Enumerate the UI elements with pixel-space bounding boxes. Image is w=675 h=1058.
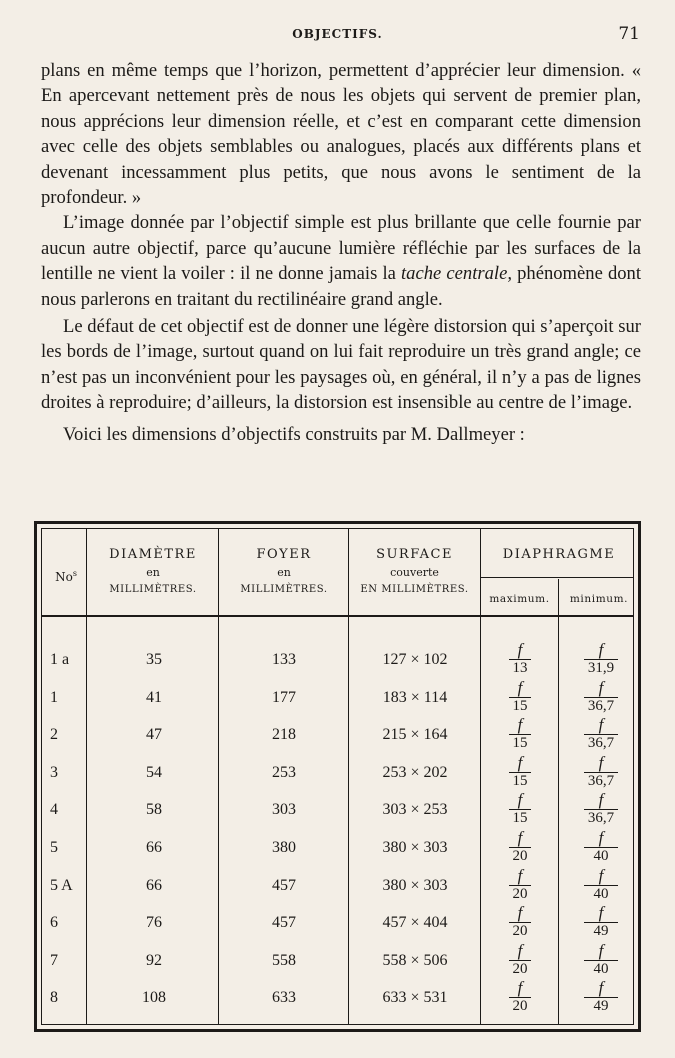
header-maximum: maximum. xyxy=(489,593,550,605)
table-inner-border xyxy=(41,528,634,1025)
cell-diaphragme-min xyxy=(566,679,636,715)
table-row xyxy=(42,829,633,867)
fraction-numerator: f xyxy=(517,903,523,923)
fraction-numerator: f xyxy=(598,715,604,735)
fraction-denominator: 40 xyxy=(593,848,609,864)
body-text xyxy=(41,58,641,449)
fraction-denominator: 49 xyxy=(593,998,609,1015)
fraction-denominator: 20 xyxy=(512,960,528,977)
cell-diaphragme-min xyxy=(566,904,636,940)
cell-diaphragme-min xyxy=(566,829,636,865)
fraction-denominator: 40 xyxy=(593,960,609,977)
cell-number: 8 xyxy=(50,989,58,1007)
fraction-numerator: f xyxy=(517,677,523,697)
cell-foyer: 303 xyxy=(272,801,296,819)
cell-surface: 215 × 164 xyxy=(382,726,448,744)
header-diaphragme: DIAPHRAGME xyxy=(502,547,616,562)
cell-number: 4 xyxy=(50,801,58,819)
fraction-numerator: f xyxy=(598,978,604,998)
cell-diaphragme-min xyxy=(566,754,636,790)
fraction-numerator: f xyxy=(517,715,523,735)
cell-diaphragme-max xyxy=(485,679,555,715)
fraction-denominator: 49 xyxy=(593,923,609,940)
fraction-denominator: 15 xyxy=(512,735,528,752)
cell-diametre: 92 xyxy=(146,951,162,969)
table-row xyxy=(42,641,633,679)
cell-foyer: 218 xyxy=(272,726,296,744)
cell-diaphragme-max xyxy=(485,716,555,752)
cell-diaphragme-min xyxy=(566,942,636,978)
header-minimum: minimum. xyxy=(569,593,629,605)
fraction-denominator: 15 xyxy=(512,697,528,714)
cell-diaphragme-max xyxy=(485,754,555,790)
cell-number: 2 xyxy=(50,726,58,744)
cell-diametre: 58 xyxy=(146,801,162,819)
cell-diaphragme-max xyxy=(485,829,555,865)
cell-diaphragme-min xyxy=(566,979,636,1015)
fraction-denominator: 36,7 xyxy=(587,772,615,789)
fraction-denominator: 36,7 xyxy=(587,735,615,752)
fraction-denominator: 15 xyxy=(512,772,528,789)
cell-number: 3 xyxy=(50,763,58,781)
cell-diametre: 47 xyxy=(146,726,162,744)
header-surface: SURFACE couverte EN MILLIMÈTRES. xyxy=(360,547,469,595)
fraction-numerator: f xyxy=(598,903,604,923)
paragraph-text: phénomène dont nous parlerons en traitant du rectilinéaire grand angle. xyxy=(41,263,642,310)
cell-surface: 303 × 253 xyxy=(382,801,448,819)
fraction-denominator: 36,7 xyxy=(587,810,615,827)
cell-diaphragme-max xyxy=(485,641,555,677)
fraction-numerator: f xyxy=(517,940,523,960)
cell-number: 5 A xyxy=(50,876,73,894)
paragraph-continuation: plans en même temps que l’horizon, permettent d’apprécier leur dimension. « En apercevant nettement près de nous les objets qui servent de premier plan, nous apprécions leur dimension réelle, et c’est en comparant cette dimension avec celle des objets semblables ou analogues, placés aux différents plans et devenant incessamment plus petits, que nous avons le sentiment de la profondeur. » xyxy=(41,60,641,209)
cell-surface: 380 × 303 xyxy=(382,839,448,856)
header-rule xyxy=(480,577,633,578)
cell-diametre: 54 xyxy=(146,763,162,781)
fraction-numerator: f xyxy=(517,828,523,847)
dimensions-table xyxy=(34,521,641,1032)
cell-foyer: 457 xyxy=(272,914,296,932)
table-row xyxy=(42,867,633,905)
table-row xyxy=(42,716,633,754)
table-row xyxy=(42,904,633,942)
header-diametre: DIAMÈTRE en MILLIMÈTRES. xyxy=(109,547,197,595)
header-no: No$^s$ xyxy=(55,569,77,584)
paragraph-distorsion: Le défaut de cet objectif est de donner une légère distorsion qui s’aperçoit sur les bords de l’image, surtout quand on lui fait reproduire un très grand angle; ce n’est pas un inconvénient pour les paysages où, en général, il n’y a pas de lignes droites à reproduire; d’ailleurs, la distorsion est insensible au centre de l’image. xyxy=(41,316,641,414)
fraction-denominator: 20 xyxy=(512,885,528,902)
cell-diaphragme-min xyxy=(566,791,636,827)
cell-number: 1 a xyxy=(50,651,70,668)
cell-foyer: 457 xyxy=(272,876,296,894)
fraction-numerator: f xyxy=(598,640,604,659)
cell-diaphragme-max xyxy=(485,867,555,903)
table-row xyxy=(42,791,633,829)
cell-diaphragme-min xyxy=(566,641,636,677)
cell-foyer: 633 xyxy=(272,989,296,1007)
fraction-numerator: f xyxy=(517,865,523,885)
cell-surface: 380 × 303 xyxy=(382,876,448,894)
cell-diaphragme-max xyxy=(485,942,555,978)
cell-foyer: 380 xyxy=(272,839,296,856)
fraction-denominator: 13 xyxy=(512,660,528,676)
italic-term: tache centrale, xyxy=(401,263,512,285)
fraction-denominator: 20 xyxy=(512,998,528,1015)
cell-diametre: 66 xyxy=(146,876,162,894)
paragraph-image-brillante xyxy=(41,210,641,312)
cell-number: 6 xyxy=(50,914,58,932)
fraction-denominator: 40 xyxy=(593,885,609,902)
cell-diaphragme-min xyxy=(566,867,636,903)
paragraph-text: L’image donnée par l’objectif simple est plus brillante que celle fournie par aucun autre objectif, parce qu’aucune lumière réfléchie par les surfaces de la lentille ne vient la voiler : il ne donne jamais la xyxy=(41,212,641,285)
cell-surface: 253 × 202 xyxy=(382,763,448,781)
table-row xyxy=(42,679,633,717)
table-row xyxy=(42,754,633,792)
cell-diaphragme-max xyxy=(485,791,555,827)
cell-surface: 633 × 531 xyxy=(382,989,448,1007)
page-number: 71 xyxy=(618,24,640,44)
cell-foyer: 558 xyxy=(272,951,296,969)
cell-diaphragme-min xyxy=(566,716,636,752)
cell-diametre: 76 xyxy=(146,914,162,932)
cell-diametre: 66 xyxy=(146,839,162,856)
table-intro: Voici les dimensions d’objectifs construits par M. Dallmeyer : xyxy=(63,423,525,445)
fraction-numerator: f xyxy=(598,828,604,847)
fraction-numerator: f xyxy=(517,640,523,659)
cell-diaphragme-max xyxy=(485,904,555,940)
cell-surface: 183 × 114 xyxy=(382,688,448,706)
fraction-numerator: f xyxy=(598,677,604,697)
fraction-numerator: f xyxy=(598,865,604,885)
fraction-denominator: 36,7 xyxy=(587,697,615,714)
fraction-denominator: 20 xyxy=(512,923,528,940)
fraction-numerator: f xyxy=(517,790,523,810)
fraction-denominator: 31,9 xyxy=(587,660,615,676)
cell-diaphragme-max xyxy=(485,979,555,1015)
running-title: OBJECTIFS. xyxy=(292,27,383,41)
fraction-denominator: 15 xyxy=(512,810,528,827)
header-foyer: FOYER en MILLIMÈTRES. xyxy=(240,547,328,595)
cell-foyer: 177 xyxy=(272,688,296,706)
cell-foyer: 133 xyxy=(272,651,296,668)
cell-diametre: 35 xyxy=(146,651,162,668)
cell-number: 1 xyxy=(50,688,58,706)
fraction-numerator: f xyxy=(598,940,604,960)
fraction-numerator: f xyxy=(598,790,604,810)
fraction-denominator: 20 xyxy=(512,848,528,864)
cell-number: 5 xyxy=(50,839,58,856)
cell-diametre: 41 xyxy=(146,688,162,706)
cell-surface: 457 × 404 xyxy=(382,914,448,932)
fraction-numerator: f xyxy=(517,752,523,772)
header-rule xyxy=(42,615,633,617)
page-header xyxy=(0,24,675,46)
cell-diametre: 108 xyxy=(142,989,166,1007)
table-row xyxy=(42,942,633,980)
cell-foyer: 253 xyxy=(272,763,296,781)
cell-surface: 127 × 102 xyxy=(382,651,448,668)
cell-number: 7 xyxy=(50,951,58,969)
fraction-numerator: f xyxy=(517,978,523,998)
cell-surface: 558 × 506 xyxy=(382,951,448,969)
table-row xyxy=(42,979,633,1017)
fraction-numerator: f xyxy=(598,752,604,772)
